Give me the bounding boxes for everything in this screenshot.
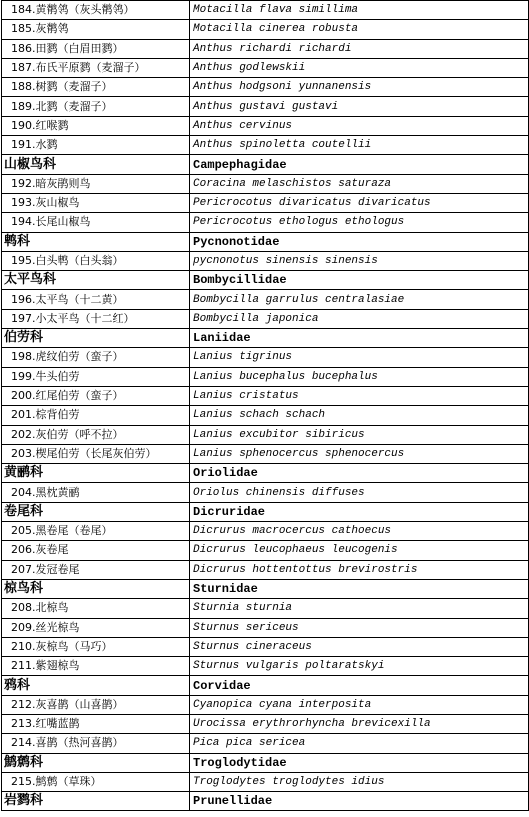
- species-chinese-name: 195.白头鹎（白头翁）: [2, 251, 190, 270]
- family-chinese-name: 鸦科: [2, 676, 190, 695]
- species-chinese-name: 213.红嘴蓝鹊: [2, 714, 190, 733]
- species-table-body: [2, 1, 529, 811]
- species-latin-name: Coracina melaschistos saturaza: [190, 174, 529, 193]
- species-latin-name: Bombycilla japonica: [190, 309, 529, 328]
- species-row: [2, 386, 529, 405]
- species-latin-name: Bombycilla garrulus centralasiae: [190, 290, 529, 309]
- species-row: [2, 522, 529, 541]
- species-row: [2, 251, 529, 270]
- species-row: [2, 618, 529, 637]
- family-row: [2, 329, 529, 348]
- species-chinese-name: 184.黄鹡鸰（灰头鹡鸰）: [2, 1, 190, 20]
- family-chinese-name: 椋鸟科: [2, 579, 190, 598]
- species-latin-name: Anthus richardi richardi: [190, 39, 529, 58]
- species-row: [2, 637, 529, 656]
- species-row: [2, 695, 529, 714]
- species-chinese-name: 189.北鹨（麦溜子）: [2, 97, 190, 116]
- family-latin-name: Campephagidae: [190, 155, 529, 174]
- species-chinese-name: 211.紫翅椋鸟: [2, 657, 190, 676]
- species-row: [2, 348, 529, 367]
- species-row: [2, 734, 529, 753]
- species-latin-name: Dicrurus hottentottus brevirostris: [190, 560, 529, 579]
- species-latin-name: Anthus cervinus: [190, 116, 529, 135]
- species-chinese-name: 199.牛头伯劳: [2, 367, 190, 386]
- species-chinese-name: 203.楔尾伯劳（长尾灰伯劳）: [2, 444, 190, 463]
- species-latin-name: Pica pica sericea: [190, 734, 529, 753]
- family-row: [2, 579, 529, 598]
- family-latin-name: Laniidae: [190, 329, 529, 348]
- species-chinese-name: 187.布氏平原鹨（麦溜子）: [2, 58, 190, 77]
- family-latin-name: Troglodytidae: [190, 753, 529, 772]
- family-chinese-name: 黄鹂科: [2, 464, 190, 483]
- species-latin-name: Dicrurus leucophaeus leucogenis: [190, 541, 529, 560]
- species-latin-name: pycnonotus sinensis sinensis: [190, 251, 529, 270]
- family-latin-name: Pycnonotidae: [190, 232, 529, 251]
- family-row: [2, 271, 529, 290]
- species-latin-name: Lanius bucephalus bucephalus: [190, 367, 529, 386]
- species-row: [2, 174, 529, 193]
- species-latin-name: Lanius tigrinus: [190, 348, 529, 367]
- species-latin-name: Oriolus chinensis diffuses: [190, 483, 529, 502]
- species-row: [2, 1, 529, 20]
- family-row: [2, 155, 529, 174]
- family-chinese-name: 卷尾科: [2, 502, 190, 521]
- species-chinese-name: 209.丝光椋鸟: [2, 618, 190, 637]
- species-chinese-name: 212.灰喜鹊（山喜鹊）: [2, 695, 190, 714]
- species-row: [2, 425, 529, 444]
- family-latin-name: Oriolidae: [190, 464, 529, 483]
- species-table: [1, 0, 529, 811]
- species-latin-name: Motacilla flava simillima: [190, 1, 529, 20]
- species-chinese-name: 197.小太平鸟（十二红）: [2, 309, 190, 328]
- species-latin-name: Troglodytes troglodytes idius: [190, 772, 529, 791]
- species-row: [2, 541, 529, 560]
- species-chinese-name: 200.红尾伯劳（蛮子）: [2, 386, 190, 405]
- species-chinese-name: 206.灰卷尾: [2, 541, 190, 560]
- family-row: [2, 753, 529, 772]
- species-chinese-name: 188.树鹨（麦溜子）: [2, 78, 190, 97]
- species-chinese-name: 202.灰伯劳（呼不拉）: [2, 425, 190, 444]
- species-row: [2, 97, 529, 116]
- species-latin-name: Anthus hodgsoni yunnanensis: [190, 78, 529, 97]
- species-latin-name: Sturnus vulgaris poltaratskyi: [190, 657, 529, 676]
- species-row: [2, 78, 529, 97]
- species-row: [2, 39, 529, 58]
- family-chinese-name: 鹎科: [2, 232, 190, 251]
- species-chinese-name: 207.发冠卷尾: [2, 560, 190, 579]
- family-row: [2, 792, 529, 811]
- species-latin-name: Cyanopica cyana interposita: [190, 695, 529, 714]
- species-row: [2, 657, 529, 676]
- species-latin-name: Motacilla cinerea robusta: [190, 20, 529, 39]
- family-latin-name: Dicruridae: [190, 502, 529, 521]
- species-row: [2, 309, 529, 328]
- family-chinese-name: 山椒鸟科: [2, 155, 190, 174]
- species-row: [2, 483, 529, 502]
- species-latin-name: Anthus spinoletta coutellii: [190, 136, 529, 155]
- species-latin-name: Sturnus cineraceus: [190, 637, 529, 656]
- species-chinese-name: 194.长尾山椒鸟: [2, 213, 190, 232]
- species-chinese-name: 190.红喉鹨: [2, 116, 190, 135]
- species-row: [2, 290, 529, 309]
- species-latin-name: Lanius excubitor sibiricus: [190, 425, 529, 444]
- species-latin-name: Lanius schach schach: [190, 406, 529, 425]
- species-latin-name: Anthus gustavi gustavi: [190, 97, 529, 116]
- family-latin-name: Corvidae: [190, 676, 529, 695]
- species-row: [2, 772, 529, 791]
- family-latin-name: Bombycillidae: [190, 271, 529, 290]
- species-row: [2, 406, 529, 425]
- species-row: [2, 367, 529, 386]
- species-row: [2, 116, 529, 135]
- species-chinese-name: 215.鹪鹩（草珠）: [2, 772, 190, 791]
- species-chinese-name: 205.黑卷尾（卷尾）: [2, 522, 190, 541]
- species-latin-name: Sturnus sericeus: [190, 618, 529, 637]
- species-chinese-name: 185.灰鹡鸰: [2, 20, 190, 39]
- species-latin-name: Anthus godlewskii: [190, 58, 529, 77]
- family-row: [2, 676, 529, 695]
- species-latin-name: Pericrocotus ethologus ethologus: [190, 213, 529, 232]
- family-latin-name: Prunellidae: [190, 792, 529, 811]
- species-row: [2, 444, 529, 463]
- family-chinese-name: 岩鹨科: [2, 792, 190, 811]
- species-latin-name: Lanius sphenocercus sphenocercus: [190, 444, 529, 463]
- species-row: [2, 20, 529, 39]
- family-chinese-name: 鹪鹩科: [2, 753, 190, 772]
- species-chinese-name: 193.灰山椒鸟: [2, 193, 190, 212]
- species-row: [2, 714, 529, 733]
- species-chinese-name: 186.田鹨（白眉田鹨）: [2, 39, 190, 58]
- species-row: [2, 560, 529, 579]
- species-chinese-name: 201.棕背伯劳: [2, 406, 190, 425]
- species-latin-name: Lanius cristatus: [190, 386, 529, 405]
- species-chinese-name: 192.暗灰鹃则鸟: [2, 174, 190, 193]
- species-chinese-name: 198.虎纹伯劳（蛮子）: [2, 348, 190, 367]
- family-row: [2, 464, 529, 483]
- species-latin-name: Dicrurus macrocercus cathoecus: [190, 522, 529, 541]
- species-chinese-name: 214.喜鹊（热河喜鹊）: [2, 734, 190, 753]
- family-chinese-name: 太平鸟科: [2, 271, 190, 290]
- species-row: [2, 599, 529, 618]
- species-latin-name: Urocissa erythrorhyncha brevicexilla: [190, 714, 529, 733]
- species-row: [2, 58, 529, 77]
- species-row: [2, 193, 529, 212]
- family-row: [2, 502, 529, 521]
- species-chinese-name: 210.灰椋鸟（马巧）: [2, 637, 190, 656]
- species-chinese-name: 191.水鹨: [2, 136, 190, 155]
- species-latin-name: Pericrocotus divaricatus divaricatus: [190, 193, 529, 212]
- species-row: [2, 136, 529, 155]
- species-chinese-name: 208.北椋鸟: [2, 599, 190, 618]
- species-latin-name: Sturnia sturnia: [190, 599, 529, 618]
- species-chinese-name: 204.黑枕黄鹂: [2, 483, 190, 502]
- species-row: [2, 213, 529, 232]
- family-row: [2, 232, 529, 251]
- family-latin-name: Sturnidae: [190, 579, 529, 598]
- species-chinese-name: 196.太平鸟（十二黄）: [2, 290, 190, 309]
- family-chinese-name: 伯劳科: [2, 329, 190, 348]
